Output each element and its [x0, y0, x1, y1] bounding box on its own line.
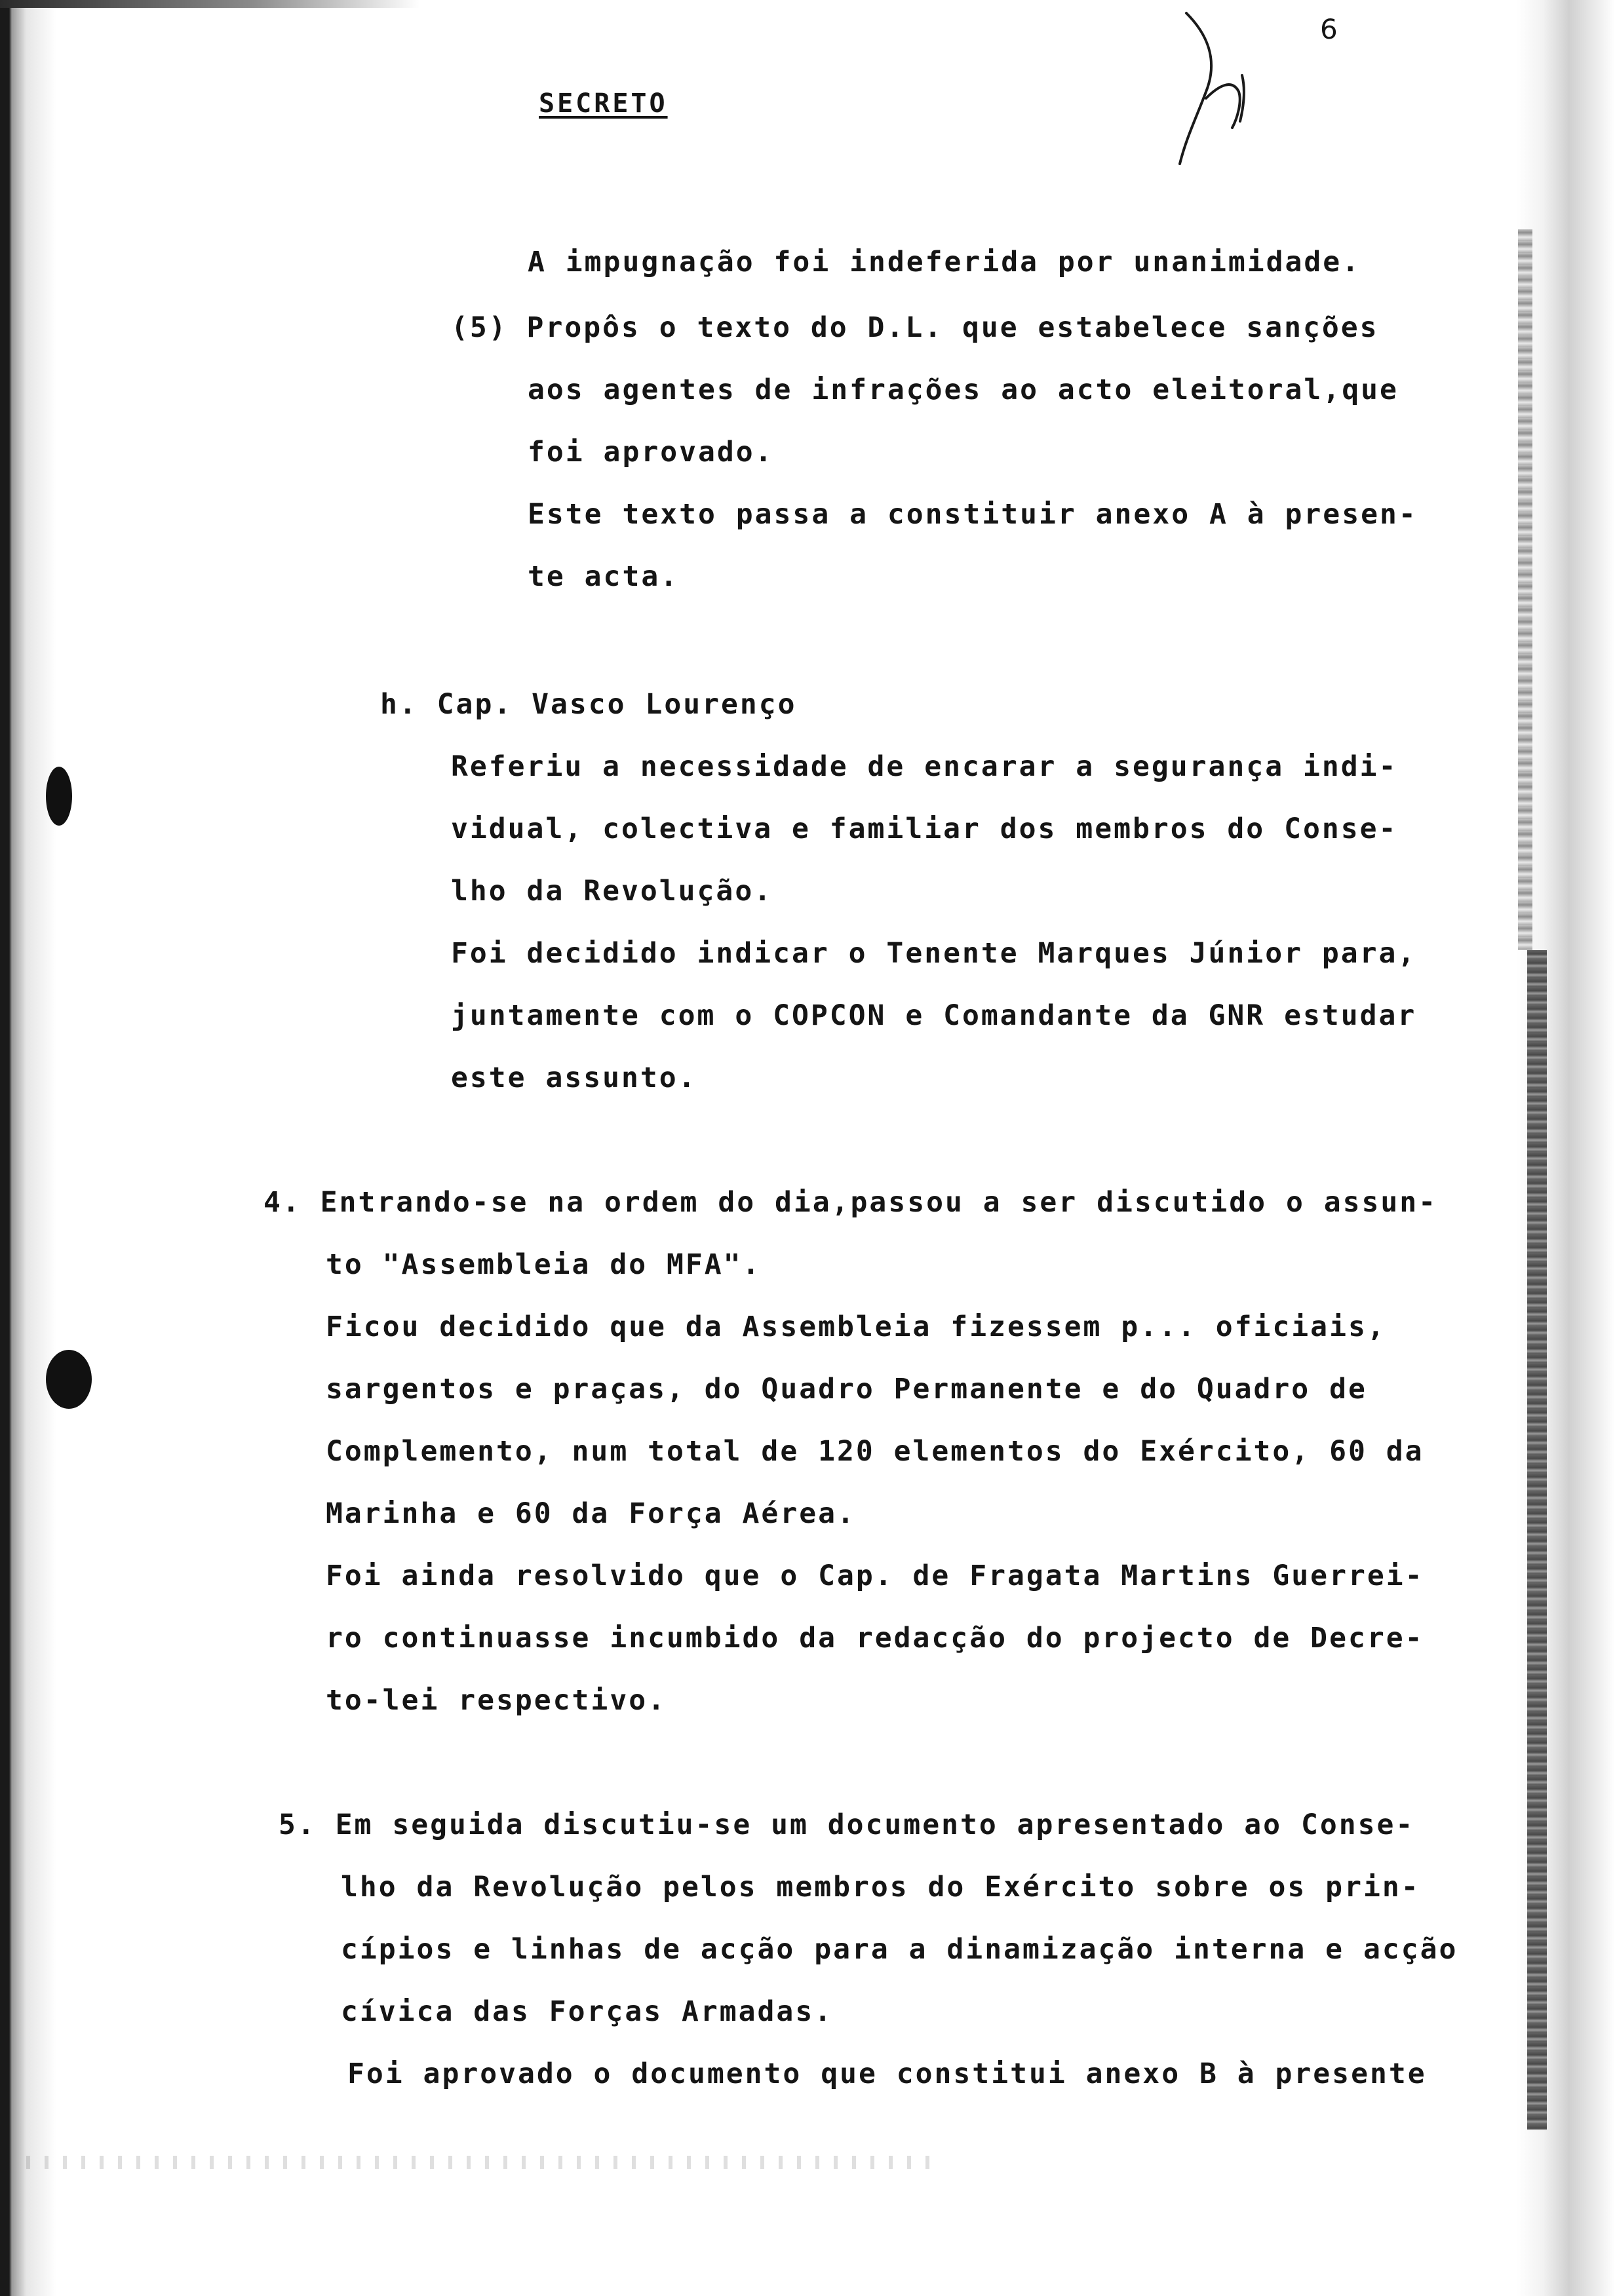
text-line: Foi decidido indicar o Tenente Marques Júnior para, [451, 937, 1417, 970]
text-line: Complemento, num total de 120 elementos do Exército, 60 da [326, 1435, 1424, 1468]
text-line: Marinha e 60 da Força Aérea. [326, 1497, 856, 1530]
text-line: juntamente com o COPCON e Comandante da GNR estudar [451, 999, 1417, 1032]
text-line: h. Cap. Vasco Lourenço [380, 688, 797, 721]
text-line: aos agentes de infrações ao acto eleitoral,que [528, 373, 1399, 406]
text-line: lho da Revolução. [451, 875, 773, 908]
text-line: Foi aprovado o documento que constitui anexo B à presente [347, 2057, 1427, 2090]
text-line: cívica das Forças Armadas. [341, 1995, 834, 2028]
text-line: lho da Revolução pelos membros do Exército sobre os prin- [341, 1871, 1420, 1904]
text-line: sargentos e praças, do Quadro Permanente e do Quadro de [326, 1373, 1367, 1406]
text-line: vidual, colectiva e familiar dos membros do Conse- [451, 813, 1398, 845]
handwritten-initials [1160, 7, 1304, 177]
bottom-scan-noise [26, 2156, 944, 2169]
text-line: A impugnação foi indeferida por unanimidade. [528, 246, 1361, 278]
text-line: Foi ainda resolvido que o Cap. de Fragata Martins Guerrei- [326, 1559, 1424, 1592]
text-line: ro continuasse incumbido da redacção do projecto de Decre- [326, 1622, 1424, 1655]
text-line: Ficou decidido que da Assembleia fizessem p... oficiais, [326, 1311, 1386, 1343]
top-scan-edge [0, 0, 419, 8]
punch-hole-upper [46, 767, 72, 826]
text-line: to "Assembleia do MFA". [326, 1248, 762, 1281]
text-line: 5. Em seguida discutiu-se um documento apresentado ao Conse- [279, 1808, 1415, 1841]
text-line: este assunto. [451, 1062, 697, 1094]
right-edge-texture [1518, 229, 1532, 950]
text-line: to-lei respectivo. [326, 1684, 667, 1717]
classification-title: SECRETO [539, 88, 668, 119]
page-number: 6 [1320, 13, 1338, 45]
right-edge-dark-band [1527, 950, 1547, 2130]
punch-hole-lower [46, 1350, 92, 1409]
text-line: 4. Entrando-se na ordem do dia,passou a ser discutido o assun- [263, 1186, 1438, 1219]
left-scan-edge [0, 0, 56, 2296]
text-line: te acta. [528, 560, 680, 593]
text-line: foi aprovado. [528, 436, 774, 469]
text-line: cípios e linhas de acção para a dinamização interna e acção [341, 1933, 1458, 1966]
text-line: (5) Propôs o texto do D.L. que estabelece sanções [451, 311, 1379, 344]
text-line: Este texto passa a constituir anexo A à presen- [528, 498, 1418, 531]
text-line: Referiu a necessidade de encarar a segurança indi- [451, 750, 1398, 783]
